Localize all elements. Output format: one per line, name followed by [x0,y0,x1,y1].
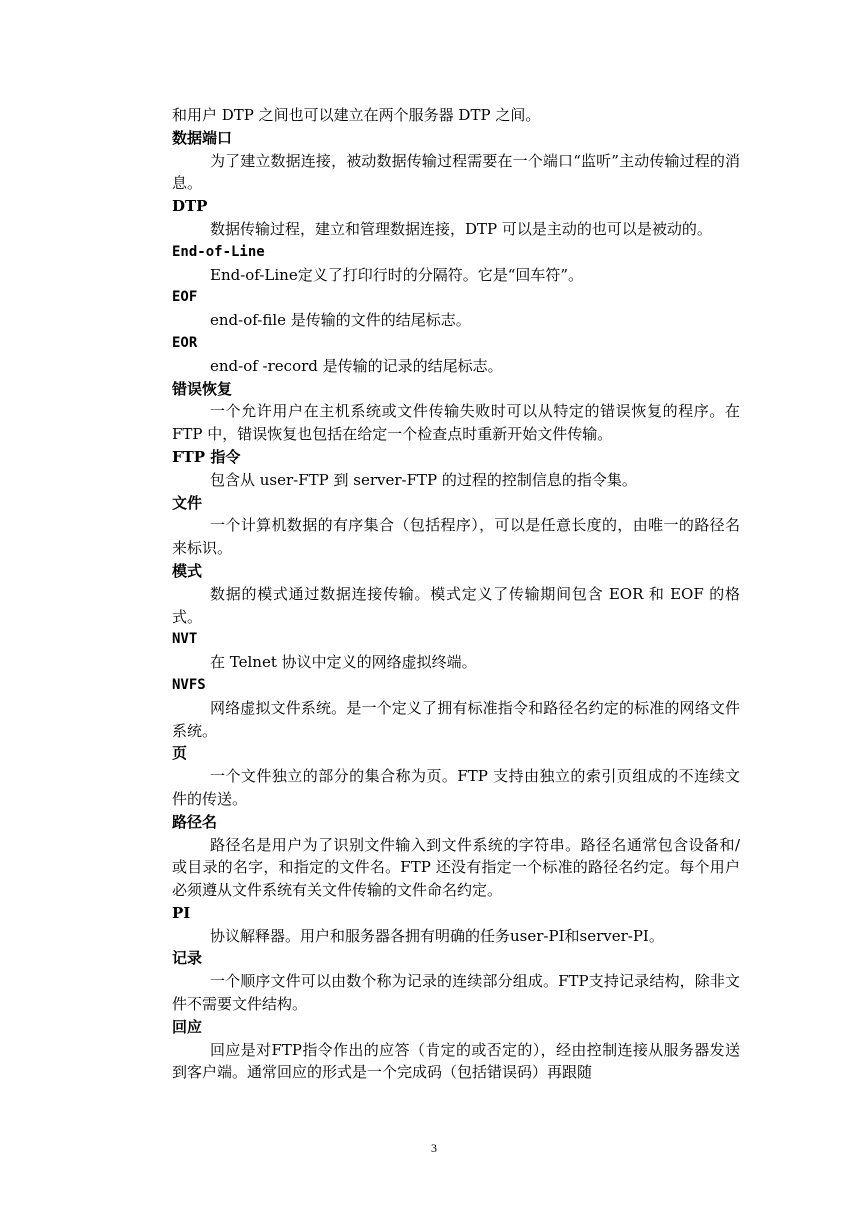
definition-dtp: 数据传输过程，建立和管理数据连接，DTP 可以是主动的也可以是被动的。 [210,219,712,238]
definition-file: 一个计算机数据的有序集合（包括程序），可以是任意长度的，由唯一的路径名来标识。 [172,516,740,558]
definition-eof: end-of-file 是传输的文件的结尾标志。 [210,311,471,330]
document-body [172,104,740,1084]
definition-ftp-command: 包含从 user-FTP 到 server-FTP 的过程的控制信息的指令集。 [210,470,637,489]
term-file: 文件 [172,493,203,512]
term-mode: 模式 [172,561,203,580]
definition-nvt: 在 Telnet 协议中定义的网络虚拟终端。 [210,653,477,672]
definition-pi: 协议解释器。用户和服务器各拥有明确的任务user-PI和server-PI。 [210,926,664,945]
definition-record: 一个顺序文件可以由数个称为记录的连续部分组成。FTP支持记录结构，除非文件不需要文件结构。 [172,972,740,1014]
definition-end-of-line: End-of-Line定义了打印行时的分隔符。它是“回车符”。 [210,265,584,284]
term-ftp-command: FTP 指令 [172,447,241,466]
definition-reply: 回应是对FTP指令作出的应答（肯定的或否定的），经由控制连接从服务器发送到客户端。通常回应的形式是一个完成码（包括错误码）再跟随 [172,1040,740,1082]
definition-eor: end-of -record 是传输的记录的结尾标志。 [210,356,503,375]
definition-error-recovery: 一个允许用户在主机系统或文件传输失败时可以从特定的错误恢复的程序。在 FTP 中，错误恢复也包括在给定一个检查点时重新开始文件传输。 [172,402,740,444]
definition-data-port: 为了建立数据连接，被动数据传输过程需要在一个端口“监听”主动传输过程的消息。 [172,151,740,193]
term-pathname: 路径名 [172,812,218,831]
page-number: 3 [431,1141,437,1155]
term-record: 记录 [172,949,203,968]
term-nvt: NVT [172,631,198,648]
term-nvfs: NVFS [172,676,206,693]
definition-page: 一个文件独立的部分的集合称为页。FTP 支持由独立的索引页组成的不连续文件的传送。 [172,767,740,808]
term-page: 页 [172,744,188,763]
term-end-of-line: End-of-Line [172,243,265,260]
term-dtp: DTP [172,197,208,216]
definition-pathname: 路径名是用户为了识别文件输入到文件系统的字符串。路径名通常包含设备和/或目录的名字，和指定的文件名。FTP 还没有指定一个标准的路径名约定。每个用户必须遵从文件系统有关文件传输的文件命名约定。 [172,835,740,900]
term-eof: EOF [172,289,198,306]
term-pi: PI [172,903,191,922]
term-eor: EOR [172,334,198,351]
definition-mode: 数据的模式通过数据连接传输。模式定义了传输期间包含 EOR 和 EOF 的格式。 [172,584,740,626]
term-reply: 回应 [172,1017,203,1036]
term-data-port: 数据端口 [172,128,233,147]
term-error-recovery: 错误恢复 [172,379,233,398]
lead-in-paragraph: 和用户 DTP 之间也可以建立在两个服务器 DTP 之间。 [172,106,541,124]
definition-nvfs: 网络虚拟文件系统。是一个定义了拥有标准指令和路径名约定的标准的网络文件系统。 [172,698,740,740]
